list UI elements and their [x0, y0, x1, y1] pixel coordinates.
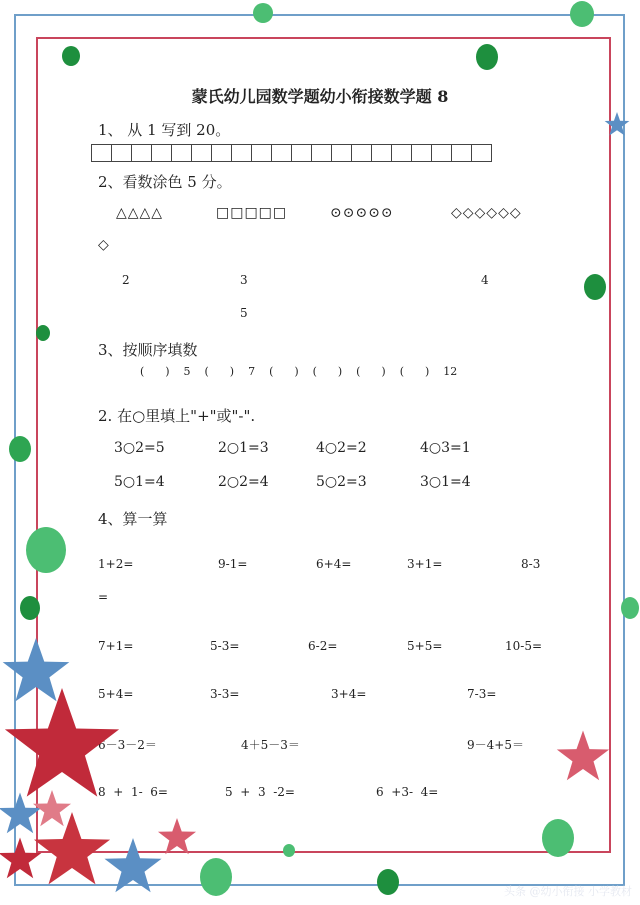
calc-item: 5 + 3 -2= — [225, 785, 295, 799]
q4-label: 2. 在○里填上"+"或"-". — [98, 407, 256, 425]
calc-item: 1+2= — [98, 557, 134, 571]
watermark: 头条 @幼小衔接 小学教材 — [504, 885, 632, 898]
star-icon — [0, 838, 41, 879]
calc-item: 7+1= — [98, 639, 134, 653]
calc-item: 8-3 — [521, 557, 541, 571]
sign-item: 5○1=4 — [114, 474, 165, 490]
star-icon — [5, 688, 119, 797]
calc-item: 3+1= — [407, 557, 443, 571]
star-icon — [34, 812, 110, 884]
color-number: 3 — [240, 273, 248, 287]
sign-item: 3○1=4 — [420, 474, 471, 490]
triangles-group: △△△△ — [116, 205, 164, 221]
calc-item: 5-3= — [210, 639, 240, 653]
calc-item: 5+5= — [407, 639, 443, 653]
q1-label: 1、 从 1 写到 20。 — [98, 121, 231, 139]
calc-item: 6 +3- 4= — [376, 785, 439, 799]
diamond-extra: ◇ — [98, 237, 110, 253]
circles-group: ⊙⊙⊙⊙⊙ — [330, 205, 394, 221]
squares-group: □□□□□ — [216, 205, 288, 221]
star-icon — [158, 818, 196, 854]
star-icon — [104, 838, 161, 892]
calc-item: 9－4+5＝ — [467, 738, 524, 752]
star-icon — [557, 731, 609, 781]
page-title: 蒙氏幼儿园数学题幼小衔接数学题 8 — [191, 87, 449, 106]
sign-item: 2○1=3 — [218, 440, 269, 456]
calc-item: 3+4= — [331, 687, 367, 701]
calc-item: 5+4= — [98, 687, 134, 701]
q2-label: 2、看数涂色 5 分。 — [98, 173, 232, 191]
star-icon — [0, 793, 41, 834]
calc-item: 6+4= — [316, 557, 352, 571]
calc-item: 10-5= — [505, 639, 543, 653]
sign-item: 3○2=5 — [114, 440, 165, 456]
calc-item: 6-2= — [308, 639, 338, 653]
star-icon — [33, 790, 71, 826]
calc-item: 3-3= — [210, 687, 240, 701]
calc-item: 4＋5－3＝ — [241, 738, 300, 752]
calc-item: 9-1= — [218, 557, 248, 571]
sign-item: 4○3=1 — [420, 440, 471, 456]
q3-sequence: ( ) 5 ( ) 7 ( ) ( ) ( ) ( ) 12 — [140, 365, 458, 378]
color-number: 2 — [122, 273, 130, 287]
star-icon — [605, 112, 630, 136]
calc-item: 7-3= — [467, 687, 497, 701]
q3-label: 3、按顺序填数 — [98, 341, 198, 359]
calc-item: 8 + 1- 6= — [98, 785, 168, 799]
diamonds-group: ◇◇◇◇◇◇ — [451, 205, 522, 221]
sign-item: 4○2=2 — [316, 440, 367, 456]
star-icon — [3, 638, 70, 701]
sign-item: 2○2=4 — [218, 474, 269, 490]
calc-item: 6－3－2＝ — [98, 738, 157, 752]
calc-item: = — [98, 590, 109, 604]
sign-item: 5○2=3 — [316, 474, 367, 490]
color-number: 5 — [240, 306, 248, 320]
q5-label: 4、算一算 — [98, 510, 168, 528]
color-number: 4 — [481, 273, 489, 287]
